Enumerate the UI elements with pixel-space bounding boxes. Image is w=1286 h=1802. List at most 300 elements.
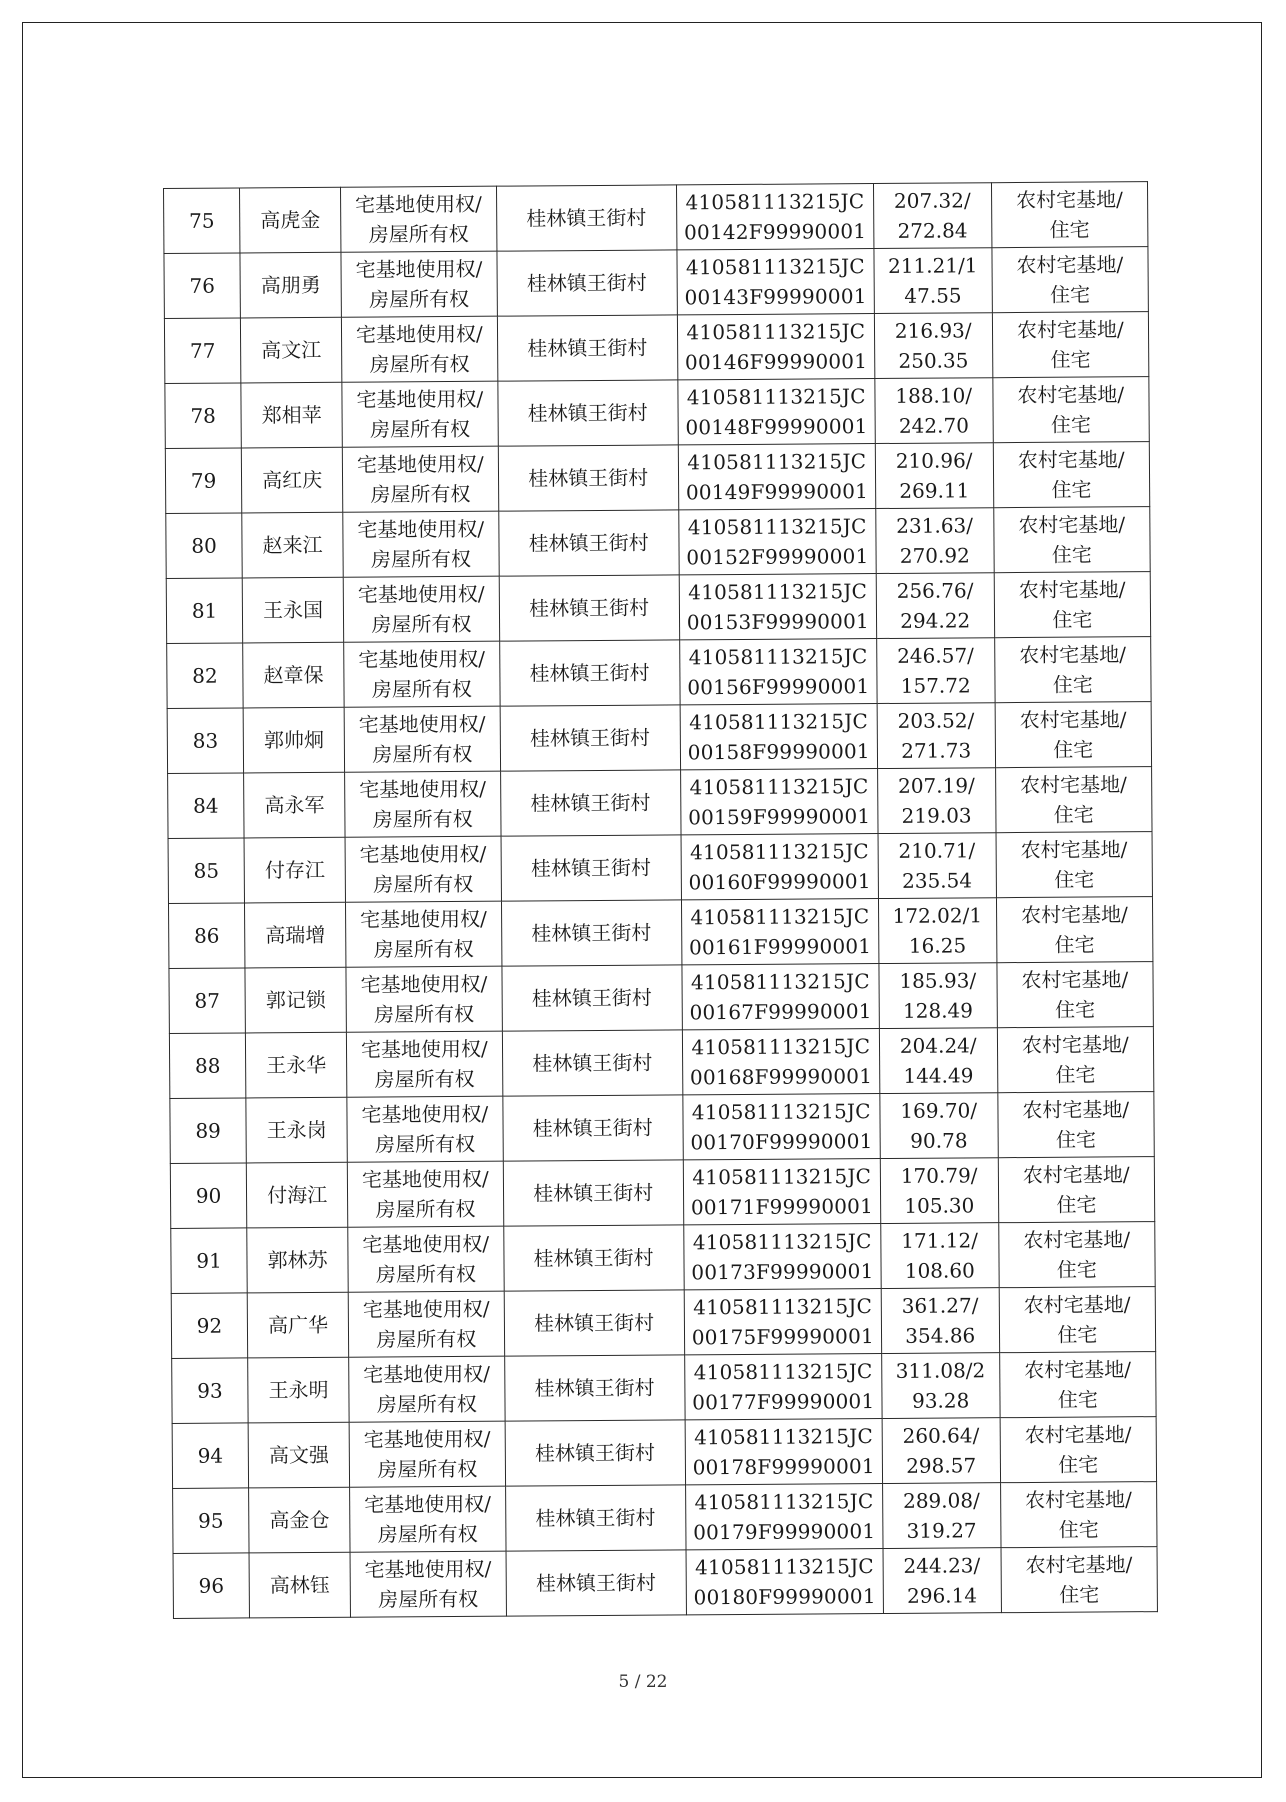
unit-code-cell bbox=[683, 1159, 880, 1225]
row-number-text: 95 bbox=[198, 1508, 224, 1533]
owner-name-text: 高金仓 bbox=[269, 1507, 330, 1533]
owner-name-text: 王永明 bbox=[268, 1377, 329, 1403]
page-number: 5 / 22 bbox=[618, 1672, 668, 1692]
location-text: 桂林镇王街村 bbox=[526, 205, 647, 231]
owner-name-cell bbox=[240, 317, 342, 383]
unit-code-cell bbox=[679, 509, 876, 575]
owner-name-text: 郭记锁 bbox=[265, 987, 326, 1013]
area-text: 108.60 bbox=[904, 1258, 975, 1283]
location-cell bbox=[496, 250, 677, 316]
unit-code-text: 00161F99990001 bbox=[688, 934, 872, 960]
area-text: 207.19/ bbox=[897, 773, 975, 798]
table-row bbox=[164, 247, 1148, 319]
area-text: 47.55 bbox=[904, 283, 962, 308]
owner-name-text: 高红庆 bbox=[262, 467, 323, 493]
unit-code-cell bbox=[679, 639, 876, 705]
location-text: 桂林镇王街村 bbox=[535, 1570, 656, 1596]
land-use-text: 住宅 bbox=[1054, 867, 1095, 892]
area-cell bbox=[874, 248, 992, 314]
right-type-text: 宅基地使用权/ bbox=[360, 971, 488, 997]
right-type-text: 房屋所有权 bbox=[373, 871, 474, 897]
table-row bbox=[168, 767, 1152, 839]
right-type-text: 宅基地使用权/ bbox=[361, 1166, 489, 1192]
unit-code-cell bbox=[677, 249, 874, 315]
area-cell bbox=[878, 833, 996, 899]
right-type-text: 宅基地使用权/ bbox=[356, 451, 484, 477]
location-text: 桂林镇王街村 bbox=[529, 725, 651, 751]
land-use-cell bbox=[995, 767, 1152, 833]
unit-code-text: 00178F99990001 bbox=[692, 1454, 875, 1480]
land-use-text: 农村宅基地/ bbox=[1023, 1227, 1131, 1253]
area-text: 271.73 bbox=[901, 738, 972, 763]
land-use-text: 农村宅基地/ bbox=[1023, 1292, 1131, 1318]
right-type-text: 宅基地使用权/ bbox=[360, 1036, 488, 1062]
area-cell bbox=[873, 183, 991, 249]
land-use-text: 农村宅基地/ bbox=[1018, 512, 1126, 538]
right-type-cell bbox=[346, 901, 502, 967]
unit-code-cell bbox=[678, 444, 875, 510]
right-type-text: 房屋所有权 bbox=[378, 1586, 479, 1612]
owner-name-cell bbox=[244, 837, 346, 903]
unit-code-text: 410581113215JC bbox=[689, 839, 869, 865]
right-type-text: 宅基地使用权/ bbox=[355, 191, 482, 217]
row-number-cell bbox=[169, 1033, 246, 1099]
unit-code-cell bbox=[684, 1289, 881, 1355]
unit-code-text: 00146F99990001 bbox=[684, 349, 868, 375]
table-row bbox=[165, 377, 1149, 449]
row-number-cell bbox=[167, 643, 244, 709]
right-type-text: 宅基地使用权/ bbox=[358, 646, 486, 672]
unit-code-text: 410581113215JC bbox=[688, 579, 868, 605]
owner-name-text: 郭帅炯 bbox=[263, 727, 325, 753]
area-text: 250.35 bbox=[898, 348, 969, 373]
right-type-cell bbox=[349, 1356, 505, 1422]
location-text: 桂林镇王街村 bbox=[530, 855, 651, 881]
owner-name-cell bbox=[242, 512, 344, 578]
unit-code-text: 410581113215JC bbox=[685, 189, 865, 215]
row-number-cell bbox=[164, 318, 241, 384]
table-row bbox=[166, 572, 1150, 644]
area-text: 270.92 bbox=[899, 543, 970, 568]
right-type-text: 宅基地使用权/ bbox=[356, 386, 484, 412]
right-type-text: 宅基地使用权/ bbox=[364, 1491, 491, 1517]
area-text: 171.12/ bbox=[901, 1228, 979, 1253]
area-text: 361.27/ bbox=[901, 1293, 979, 1318]
unit-code-text: 00177F99990001 bbox=[692, 1389, 875, 1415]
unit-code-text: 00143F99990001 bbox=[684, 284, 867, 310]
land-use-text: 农村宅基地/ bbox=[1016, 317, 1124, 343]
owner-name-text: 王永国 bbox=[262, 597, 324, 623]
land-use-text: 农村宅基地/ bbox=[1015, 187, 1123, 213]
right-type-cell bbox=[343, 576, 499, 642]
unit-code-text: 00171F99990001 bbox=[690, 1194, 874, 1220]
area-text: 296.14 bbox=[906, 1583, 978, 1608]
land-use-text: 农村宅基地/ bbox=[1019, 642, 1127, 668]
area-cell bbox=[876, 573, 994, 639]
right-type-text: 宅基地使用权/ bbox=[355, 321, 483, 347]
unit-code-text: 410581113215JC bbox=[692, 1164, 872, 1190]
location-cell bbox=[503, 1225, 684, 1291]
row-number-text: 96 bbox=[198, 1573, 225, 1598]
unit-code-text: 410581113215JC bbox=[694, 1554, 874, 1580]
location-cell bbox=[498, 510, 679, 576]
land-use-text: 农村宅基地/ bbox=[1022, 1162, 1130, 1188]
area-cell bbox=[881, 1288, 999, 1354]
land-use-text: 住宅 bbox=[1058, 1452, 1099, 1477]
unit-code-cell bbox=[686, 1549, 883, 1615]
owner-name-text: 王永华 bbox=[266, 1052, 327, 1078]
unit-code-text: 410581113215JC bbox=[692, 1229, 872, 1255]
unit-code-cell bbox=[685, 1419, 882, 1485]
area-text: 244.23/ bbox=[903, 1553, 981, 1578]
unit-code-text: 410581113215JC bbox=[689, 774, 869, 800]
right-type-text: 宅基地使用权/ bbox=[361, 1101, 489, 1127]
unit-code-cell bbox=[680, 769, 877, 835]
land-use-text: 农村宅基地/ bbox=[1025, 1487, 1132, 1513]
area-cell bbox=[878, 898, 996, 964]
owner-name-cell bbox=[240, 252, 342, 318]
right-type-text: 房屋所有权 bbox=[377, 1456, 478, 1482]
row-number-cell bbox=[171, 1293, 248, 1359]
unit-code-text: 00156F99990001 bbox=[687, 674, 870, 700]
unit-code-text: 00148F99990001 bbox=[685, 414, 868, 440]
unit-code-text: 410581113215JC bbox=[691, 1034, 871, 1060]
unit-code-text: 410581113215JC bbox=[691, 1099, 871, 1125]
row-number-cell bbox=[169, 968, 246, 1034]
right-type-text: 房屋所有权 bbox=[368, 221, 469, 247]
unit-code-text: 00159F99990001 bbox=[688, 804, 871, 830]
location-cell bbox=[506, 1550, 687, 1616]
row-number-cell bbox=[164, 253, 241, 319]
land-use-text: 住宅 bbox=[1058, 1517, 1099, 1542]
area-text: 157.72 bbox=[900, 673, 971, 698]
land-use-cell bbox=[1000, 1417, 1157, 1483]
unit-code-cell bbox=[681, 899, 878, 965]
land-use-text: 农村宅基地/ bbox=[1017, 382, 1125, 408]
land-use-cell bbox=[997, 962, 1154, 1028]
table-row bbox=[166, 507, 1150, 579]
right-type-text: 宅基地使用权/ bbox=[359, 776, 487, 802]
owner-name-cell bbox=[242, 577, 344, 643]
right-type-text: 宅基地使用权/ bbox=[362, 1296, 490, 1322]
owner-name-cell bbox=[247, 1292, 349, 1358]
location-cell bbox=[497, 315, 678, 381]
right-type-text: 房屋所有权 bbox=[370, 481, 471, 507]
row-number-text: 80 bbox=[191, 533, 217, 558]
unit-code-text: 410581113215JC bbox=[693, 1294, 873, 1320]
land-use-text: 住宅 bbox=[1050, 412, 1092, 437]
unit-code-text: 410581113215JC bbox=[685, 254, 865, 280]
land-use-text: 农村宅基地/ bbox=[1024, 1422, 1132, 1448]
unit-code-text: 00160F99990001 bbox=[688, 869, 871, 895]
location-cell bbox=[503, 1160, 684, 1226]
right-type-text: 房屋所有权 bbox=[374, 1066, 475, 1092]
owner-name-text: 赵章保 bbox=[263, 662, 324, 688]
location-cell bbox=[500, 770, 681, 836]
row-number-cell bbox=[172, 1358, 249, 1424]
right-type-cell bbox=[347, 1096, 503, 1162]
unit-code-cell bbox=[683, 1094, 880, 1160]
land-use-text: 住宅 bbox=[1054, 932, 1095, 957]
location-cell bbox=[497, 380, 678, 446]
area-cell bbox=[876, 508, 994, 574]
right-type-text: 宅基地使用权/ bbox=[358, 711, 486, 737]
row-number-cell bbox=[173, 1553, 250, 1619]
area-text: 219.03 bbox=[901, 803, 972, 828]
row-number-text: 89 bbox=[195, 1118, 221, 1143]
area-text: 90.78 bbox=[910, 1128, 968, 1153]
right-type-cell bbox=[341, 186, 497, 252]
land-use-text: 住宅 bbox=[1057, 1322, 1098, 1347]
land-use-text: 住宅 bbox=[1049, 282, 1091, 307]
unit-code-text: 410581113215JC bbox=[694, 1489, 874, 1515]
unit-code-cell bbox=[677, 314, 874, 380]
unit-code-text: 410581113215JC bbox=[694, 1424, 874, 1450]
right-type-cell bbox=[344, 641, 500, 707]
location-cell bbox=[502, 1095, 683, 1161]
right-type-cell bbox=[345, 771, 501, 837]
owner-name-text: 付存江 bbox=[264, 857, 325, 883]
table-row bbox=[167, 637, 1151, 709]
row-number-text: 88 bbox=[194, 1053, 221, 1078]
land-use-cell bbox=[994, 637, 1151, 703]
right-type-text: 宅基地使用权/ bbox=[363, 1361, 491, 1387]
row-number-cell bbox=[166, 578, 243, 644]
table-row bbox=[168, 832, 1152, 904]
area-text: 144.49 bbox=[903, 1063, 974, 1088]
area-cell bbox=[879, 963, 997, 1029]
location-text: 桂林镇王街村 bbox=[527, 400, 648, 426]
unit-code-cell bbox=[685, 1484, 882, 1550]
land-use-text: 农村宅基地/ bbox=[1024, 1357, 1132, 1383]
row-number-text: 85 bbox=[193, 858, 220, 883]
right-type-cell bbox=[348, 1226, 504, 1292]
land-use-cell bbox=[992, 377, 1149, 443]
owner-name-cell bbox=[249, 1487, 351, 1553]
right-type-text: 宅基地使用权/ bbox=[362, 1231, 490, 1257]
location-text: 桂林镇王街村 bbox=[531, 985, 652, 1011]
row-number-text: 90 bbox=[195, 1183, 222, 1208]
area-text: 298.57 bbox=[906, 1453, 977, 1478]
right-type-text: 宅基地使用权/ bbox=[357, 516, 485, 542]
table-row bbox=[167, 702, 1151, 774]
right-type-cell bbox=[348, 1291, 504, 1357]
location-text: 桂林镇王街村 bbox=[535, 1505, 656, 1531]
unit-code-text: 410581113215JC bbox=[689, 709, 869, 735]
right-type-text: 房屋所有权 bbox=[374, 1131, 476, 1157]
location-text: 桂林镇王街村 bbox=[534, 1310, 655, 1336]
land-use-text: 住宅 bbox=[1057, 1387, 1098, 1412]
land-use-text: 农村宅基地/ bbox=[1020, 772, 1127, 798]
row-number-text: 94 bbox=[197, 1443, 224, 1468]
unit-code-text: 410581113215JC bbox=[686, 384, 866, 410]
right-type-cell bbox=[349, 1421, 505, 1487]
unit-code-text: 00152F99990001 bbox=[686, 544, 869, 570]
area-cell bbox=[881, 1353, 999, 1419]
land-use-text: 住宅 bbox=[1055, 1127, 1097, 1152]
row-number-text: 86 bbox=[193, 923, 220, 948]
right-type-text: 房屋所有权 bbox=[370, 546, 472, 572]
location-cell bbox=[499, 575, 680, 641]
owner-name-cell bbox=[245, 902, 347, 968]
unit-code-text: 00175F99990001 bbox=[691, 1324, 874, 1350]
area-cell bbox=[882, 1418, 1000, 1484]
right-type-text: 宅基地使用权/ bbox=[359, 906, 487, 932]
right-type-text: 房屋所有权 bbox=[373, 936, 474, 962]
owner-name-text: 高永军 bbox=[264, 792, 325, 818]
owner-name-cell bbox=[248, 1422, 350, 1488]
right-type-cell bbox=[341, 251, 497, 317]
land-use-cell bbox=[991, 182, 1148, 248]
row-number-text: 78 bbox=[190, 403, 216, 428]
location-cell bbox=[498, 445, 679, 511]
land-use-cell bbox=[994, 572, 1151, 638]
owner-name-text: 高林钰 bbox=[269, 1572, 330, 1598]
location-text: 桂林镇王街村 bbox=[531, 920, 652, 946]
right-type-cell bbox=[350, 1486, 506, 1552]
row-number-cell bbox=[168, 838, 245, 904]
area-text: 260.64/ bbox=[902, 1423, 980, 1448]
location-text: 桂林镇王街村 bbox=[534, 1440, 656, 1466]
location-text: 桂林镇王街村 bbox=[529, 595, 650, 621]
row-number-text: 77 bbox=[189, 338, 216, 363]
land-use-text: 住宅 bbox=[1055, 1062, 1096, 1087]
area-text: 128.49 bbox=[902, 998, 974, 1023]
right-type-cell bbox=[343, 511, 499, 577]
location-text: 桂林镇王街村 bbox=[533, 1245, 654, 1271]
right-type-text: 宅基地使用权/ bbox=[357, 581, 485, 607]
unit-code-text: 410581113215JC bbox=[686, 319, 866, 345]
area-text: 269.11 bbox=[899, 478, 970, 503]
owner-name-text: 郭林苏 bbox=[267, 1247, 328, 1273]
area-text: 185.93/ bbox=[899, 968, 977, 993]
table-row bbox=[171, 1287, 1155, 1359]
location-cell bbox=[502, 1030, 683, 1096]
area-text: 235.54 bbox=[901, 868, 973, 893]
unit-code-text: 00173F99990001 bbox=[691, 1259, 874, 1285]
row-number-cell bbox=[164, 188, 241, 254]
land-use-text: 农村宅基地/ bbox=[1018, 577, 1126, 603]
right-type-cell bbox=[342, 381, 498, 447]
row-number-cell bbox=[172, 1423, 249, 1489]
row-number-cell bbox=[168, 773, 245, 839]
right-type-text: 宅基地使用权/ bbox=[363, 1426, 491, 1452]
unit-code-text: 00167F99990001 bbox=[689, 999, 872, 1025]
owner-name-text: 王永岗 bbox=[266, 1117, 327, 1143]
land-use-text: 住宅 bbox=[1052, 607, 1093, 632]
area-text: 210.96/ bbox=[895, 448, 973, 473]
right-type-cell bbox=[344, 706, 500, 772]
owner-name-text: 高瑞增 bbox=[265, 922, 326, 948]
owner-name-text: 郑相苹 bbox=[261, 402, 322, 428]
location-text: 桂林镇王街村 bbox=[526, 270, 647, 296]
right-type-text: 房屋所有权 bbox=[372, 741, 473, 767]
area-text: 204.24/ bbox=[899, 1033, 977, 1058]
land-use-text: 农村宅基地/ bbox=[1020, 837, 1128, 863]
right-type-cell bbox=[346, 966, 502, 1032]
owner-name-cell bbox=[247, 1227, 349, 1293]
owner-name-cell bbox=[243, 642, 345, 708]
area-text: 93.28 bbox=[911, 1388, 970, 1413]
property-register-table bbox=[163, 181, 1158, 1619]
right-type-cell bbox=[343, 446, 499, 512]
table-row bbox=[172, 1352, 1156, 1424]
table-row bbox=[169, 1027, 1153, 1099]
right-type-cell bbox=[342, 316, 498, 382]
land-use-cell bbox=[993, 507, 1150, 573]
area-text: 256.76/ bbox=[896, 578, 974, 603]
unit-code-text: 410581113215JC bbox=[687, 514, 867, 540]
right-type-text: 房屋所有权 bbox=[376, 1391, 477, 1417]
land-use-cell bbox=[998, 1222, 1155, 1288]
land-use-cell bbox=[999, 1287, 1156, 1353]
land-use-cell bbox=[1001, 1547, 1158, 1613]
land-use-text: 住宅 bbox=[1053, 802, 1094, 827]
location-text: 桂林镇王街村 bbox=[532, 1115, 653, 1141]
land-use-text: 农村宅基地/ bbox=[1022, 1097, 1130, 1123]
land-use-text: 农村宅基地/ bbox=[1019, 707, 1127, 733]
unit-code-text: 00180F99990001 bbox=[693, 1584, 876, 1610]
right-type-cell bbox=[350, 1551, 506, 1617]
area-text: 210.71/ bbox=[898, 838, 976, 863]
owner-name-text: 高虎金 bbox=[260, 207, 321, 233]
location-cell bbox=[499, 640, 680, 706]
area-text: 289.08/ bbox=[902, 1488, 980, 1513]
location-text: 桂林镇王街村 bbox=[533, 1180, 654, 1206]
right-type-text: 房屋所有权 bbox=[375, 1261, 477, 1287]
row-number-text: 75 bbox=[188, 208, 215, 233]
owner-name-text: 赵来江 bbox=[262, 532, 323, 558]
area-cell bbox=[883, 1548, 1001, 1614]
area-text: 319.27 bbox=[906, 1518, 977, 1543]
land-use-text: 住宅 bbox=[1051, 477, 1092, 502]
location-cell bbox=[504, 1290, 685, 1356]
land-use-cell bbox=[993, 442, 1150, 508]
area-text: 203.52/ bbox=[897, 708, 975, 733]
unit-code-cell bbox=[678, 379, 875, 445]
unit-code-cell bbox=[676, 184, 873, 250]
right-type-text: 房屋所有权 bbox=[377, 1521, 478, 1547]
location-cell bbox=[501, 965, 682, 1031]
unit-code-cell bbox=[682, 964, 879, 1030]
unit-code-text: 410581113215JC bbox=[690, 969, 870, 995]
area-cell bbox=[880, 1158, 998, 1224]
location-cell bbox=[501, 835, 682, 901]
area-cell bbox=[874, 313, 992, 379]
table-row bbox=[169, 962, 1153, 1034]
owner-name-cell bbox=[241, 382, 343, 448]
unit-code-cell bbox=[680, 704, 877, 770]
unit-code-cell bbox=[682, 1029, 879, 1095]
owner-name-text: 高广华 bbox=[267, 1312, 329, 1338]
property-register-table-wrapper bbox=[163, 188, 1148, 1619]
right-type-text: 房屋所有权 bbox=[369, 416, 471, 442]
right-type-cell bbox=[345, 836, 501, 902]
land-use-text: 农村宅基地/ bbox=[1021, 1032, 1129, 1058]
row-number-text: 83 bbox=[192, 728, 219, 753]
row-number-cell bbox=[168, 903, 245, 969]
right-type-text: 房屋所有权 bbox=[372, 806, 473, 832]
land-use-text: 农村宅基地/ bbox=[1017, 447, 1125, 473]
row-number-text: 76 bbox=[189, 273, 216, 298]
owner-name-cell bbox=[240, 187, 342, 253]
unit-code-text: 410581113215JC bbox=[688, 644, 868, 670]
owner-name-cell bbox=[244, 772, 346, 838]
location-text: 桂林镇王街村 bbox=[530, 790, 651, 816]
land-use-cell bbox=[998, 1157, 1155, 1223]
location-text: 桂林镇王街村 bbox=[528, 465, 649, 491]
land-use-text: 住宅 bbox=[1054, 997, 1096, 1022]
